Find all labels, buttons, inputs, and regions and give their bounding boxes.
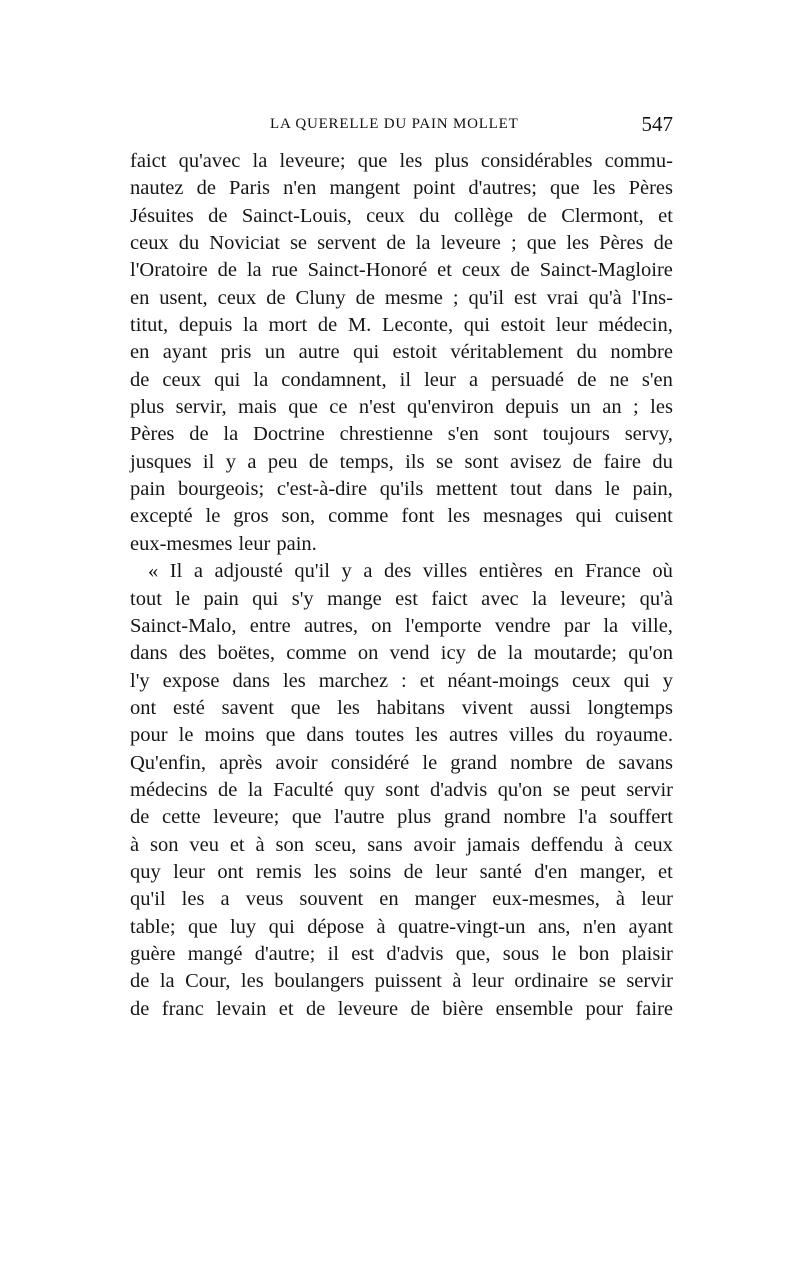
- text-line: tout le pain qui s'y mange est faict avec la leveure; qu'à: [130, 587, 673, 610]
- text-line: Pères de la Doctrine chrestienne s'en sont toujours servy,: [130, 423, 673, 446]
- text-line: à son veu et à son sceu, sans avoir jamais deffendu à ceux: [130, 833, 673, 856]
- text-line: Jésuites de Sainct-Louis, ceux du collège de Clermont, et: [130, 204, 673, 227]
- page-header: [130, 112, 673, 142]
- running-head: LA QUERELLE DU PAIN MOLLET: [270, 116, 519, 132]
- text-line: en usent, ceux de Cluny de mesme ; qu'il est vrai qu'à l'Ins-: [130, 286, 673, 309]
- text-line: faict qu'avec la leveure; que les plus considérables commu-: [130, 150, 673, 172]
- text-line: quy leur ont remis les soins de leur santé d'en manger, et: [130, 860, 673, 883]
- text-line: pain bourgeois; c'est-à-dire qu'ils mettent tout dans le pain,: [130, 478, 673, 501]
- text-line: Qu'enfin, après avoir considéré le grand nombre de savans: [130, 751, 673, 774]
- text-line: pour le moins que dans toutes les autres villes du royaume.: [130, 724, 673, 747]
- text-line: titut, depuis la mort de M. Leconte, qui estoit leur médecin,: [130, 314, 673, 337]
- text-line: l'Oratoire de la rue Sainct-Honoré et ceux de Sainct-Magloire: [130, 259, 673, 282]
- text-line: ceux du Noviciat se servent de la leveure ; que les Pères de: [130, 232, 673, 255]
- text-line: l'y expose dans les marchez : et néant-moings ceux qui y: [130, 669, 673, 692]
- text-line: nautez de Paris n'en mangent point d'autres; que les Pères: [130, 177, 673, 200]
- text-line: table; que luy qui dépose à quatre-vingt-un ans, n'en ayant: [130, 915, 673, 938]
- page-number: 547: [641, 112, 673, 136]
- body-text: [130, 148, 673, 1023]
- text-line: ont esté savent que les habitans vivent aussi longtemps: [130, 696, 673, 719]
- text-line: de franc levain et de leveure de bière ensemble pour faire: [130, 997, 673, 1020]
- text-line: de ceux qui la condamnent, il leur a persuadé de ne s'en: [130, 368, 673, 391]
- text-line: Sainct-Malo, entre autres, on l'emporte vendre par la ville,: [130, 614, 673, 637]
- text-line: plus servir, mais que ce n'est qu'environ depuis un an ; les: [130, 396, 673, 419]
- text-line: « Il a adjousté qu'il y a des villes entières en France où: [148, 560, 673, 583]
- text-line: qu'il les a veus souvent en manger eux-mesmes, à leur: [130, 888, 673, 911]
- text-line: excepté le gros son, comme font les mesnages qui cuisent: [130, 505, 673, 528]
- text-line: jusques il y a peu de temps, ils se sont avisez de faire du: [130, 450, 673, 473]
- text-line: de la Cour, les boulangers puissent à leur ordinaire se servir: [130, 970, 673, 993]
- text-line: en ayant pris un autre qui estoit véritablement du nombre: [130, 341, 673, 364]
- text-line: médecins de la Faculté quy sont d'advis qu'on se peut servir: [130, 778, 673, 801]
- text-line: eux-mesmes leur pain.: [130, 532, 317, 555]
- text-line: de cette leveure; que l'autre plus grand nombre l'a souffert: [130, 806, 673, 829]
- text-line: dans des boëtes, comme on vend icy de la moutarde; qu'on: [130, 642, 673, 665]
- text-line: guère mangé d'autre; il est d'advis que, sous le bon plaisir: [130, 942, 673, 965]
